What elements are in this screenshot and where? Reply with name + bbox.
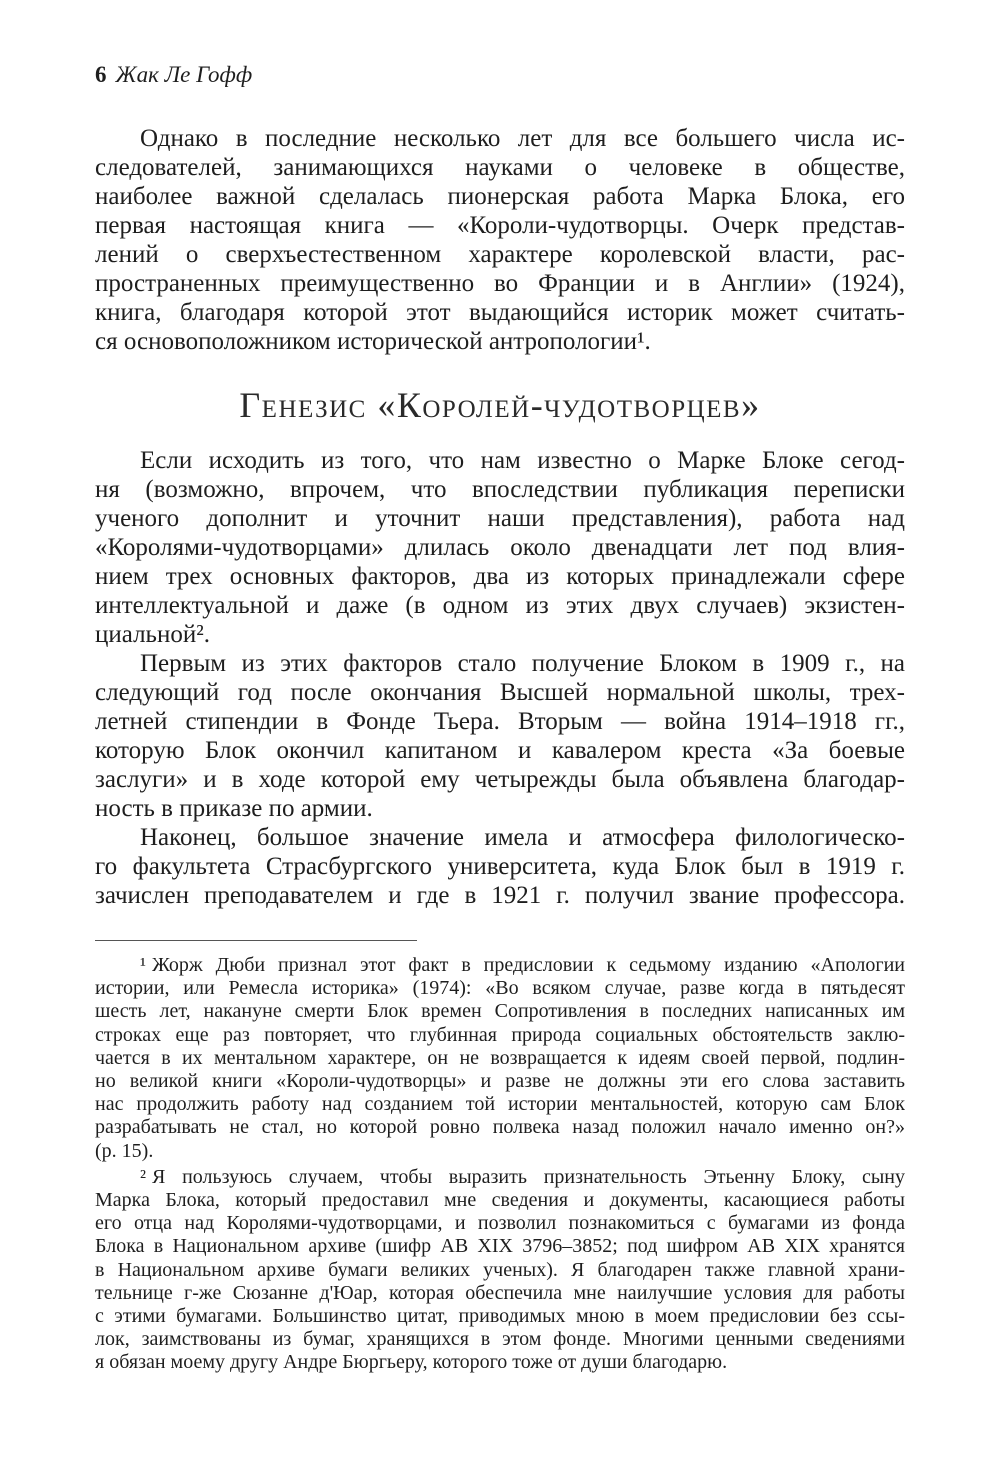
text-line: «Королями-чудотворцами» длилась около двенадцати лет под влия- <box>95 534 905 561</box>
text-line: нием трех основных факторов, два из которых принадлежали сфере <box>95 563 905 590</box>
running-head <box>95 61 252 89</box>
text-line: ня (возможно, впрочем, что впоследствии публикация переписки <box>95 476 905 503</box>
footnote-line: разрабатывать не стал, но которой ровно полвека назад положил начало именно он?» <box>95 1116 905 1139</box>
text-line: го факультета Страсбургского университета, куда Блок был в 1919 г. <box>95 853 905 880</box>
text-line: Наконец, большое значение имела и атмосфера филологическо- <box>140 824 905 851</box>
text-line: ся основоположником исторической антропологии¹. <box>95 328 651 355</box>
text-line: интеллектуальной и даже (в одном из этих двух случаев) экзистен- <box>95 592 905 619</box>
footnote-line: тельнице г-же Сюзанне д'Юар, которая обеспечила мне наилучшие условия для работы <box>95 1281 905 1304</box>
footnotes <box>95 954 905 1375</box>
page-number: 6 <box>95 62 107 87</box>
text-line: зачислен преподавателем и где в 1921 г. получил звание профессора. <box>95 882 905 909</box>
footnote-line <box>95 954 905 977</box>
text-line: первая настоящая книга — «Короли-чудотворцы. Очерк представ- <box>95 212 905 239</box>
text-line: наиболее важной сделалась пионерская работа Марка Блока, его <box>95 183 905 210</box>
text-line: пространенных преимущественно во Франции и в Англии» (1924), <box>95 270 905 297</box>
text-line: следующий год после окончания Высшей нормальной школы, трех- <box>95 679 905 706</box>
footnote-text: Жорж Дюби признал этот факт в предисловии к седьмому изданию «Апологии <box>152 954 905 976</box>
text-line: ученого дополнит и уточнит наши представления), работа над <box>95 505 905 532</box>
text-line: книга, благодаря которой этот выдающийся историк может считать- <box>95 299 905 326</box>
text-line: которую Блок окончил капитаном и кавалером креста «За боевые <box>95 737 905 764</box>
footnote-line: строках еще раз повторяет, что глубинная природа социальных обстоятельств заклю- <box>95 1023 905 1046</box>
text-line: циальной². <box>95 621 210 648</box>
footnote <box>95 954 905 1163</box>
footnote-line: лок, заимствованы из бумаг, хранящихся в этом фонде. Многими ценными сведениями <box>95 1328 905 1351</box>
footnote-line: с этими бумагами. Большинство цитат, приводимых мною в моем предисловии без ссы- <box>95 1305 905 1328</box>
footnote-line: шесть лет, накануне смерти Блок времен Сопротивления в последних написанных им <box>95 1000 905 1023</box>
text-line: летней стипендии в Фонде Тьера. Вторым — война 1914–1918 гг., <box>95 708 905 735</box>
footnote-line: но великой книги «Короли-чудотворцы» и разве не должны эти его слова заставить <box>95 1070 905 1093</box>
text-line: Первым из этих факторов стало получение Блоком в 1909 г., на <box>140 650 905 677</box>
section-heading: Генезис «Королей-чудотворцев» <box>239 385 761 425</box>
text-line: заслуги» и в ходе которой ему четырежды была объявлена благодар- <box>95 766 905 793</box>
paragraph <box>95 124 905 356</box>
footnote-text: Я пользуюсь случаем, чтобы выразить признательность Этьенну Блоку, сыну <box>152 1165 905 1188</box>
footnote-marker: ² <box>140 1165 146 1188</box>
footnote-line: его отца над Королями-чудотворцами, и позволил познакомиться с бумагами из фонда <box>95 1212 905 1235</box>
paragraph <box>95 446 905 649</box>
paragraph <box>95 823 905 910</box>
footnote <box>95 1166 905 1375</box>
paragraph <box>95 649 905 823</box>
footnote-line: чается в их ментальном характере, он не возвращается к идеям своей первой, подлин- <box>95 1046 905 1069</box>
text-line: ность в приказе по армии. <box>95 795 373 822</box>
running-head-author: Жак Ле Гофф <box>115 62 253 87</box>
footnote-line: я обязан моему другу Андре Бюргьеру, которого тоже от души благодарю. <box>95 1351 728 1374</box>
text-line: Если исходить из того, что нам известно о Марке Блоке сегод- <box>140 447 905 474</box>
footnote-line: (p. 15). <box>95 1139 154 1162</box>
footnote-line <box>95 1166 905 1189</box>
footnote-line: в Национальном архиве бумаги великих ученых). Я благодарен также главной храни- <box>95 1258 905 1281</box>
footnote-marker: ¹ <box>140 954 146 976</box>
footnote-line: Блока в Национальном архиве (шифр AB XIX 3796–3852; под шифром AB XIX хранятся <box>95 1235 905 1258</box>
footnote-rule <box>95 940 417 941</box>
footnote-line: Марка Блока, который предоставил мне сведения и документы, касающиеся работы <box>95 1189 905 1212</box>
footnote-line: истории, или Ремесла историка» (1974): «Во всяком случае, разве когда в пятьдесят <box>95 977 905 1000</box>
text-line: лений о сверхъестественном характере королевской власти, рас- <box>95 241 905 268</box>
text-line: следователей, занимающихся науками о человеке в обществе, <box>95 154 905 181</box>
footnote-line: нас продолжить работу над созданием той истории ментальностей, которую сам Блок <box>95 1093 905 1116</box>
text-line: Однако в последние несколько лет для все большего числа ис- <box>140 125 905 152</box>
section-body <box>95 446 905 910</box>
